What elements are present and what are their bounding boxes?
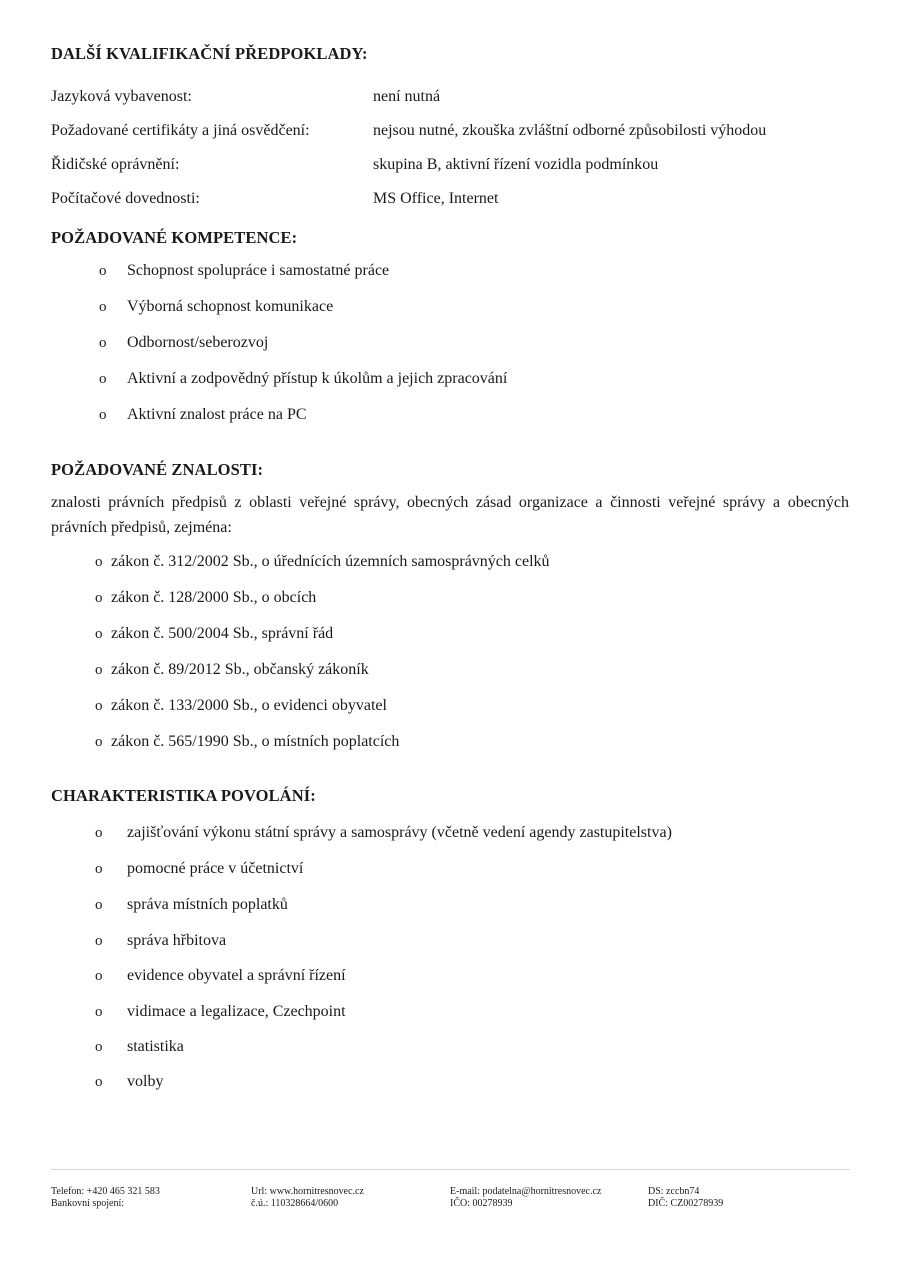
- bullet-marker: o: [99, 407, 107, 423]
- qualification-label: Řidičské oprávnění:: [51, 156, 180, 173]
- characteristic-item: evidence obyvatel a správní řízení: [127, 967, 346, 984]
- footer-account-number: č.ú.: 110328664/0600: [251, 1198, 339, 1209]
- qualification-value: skupina B, aktivní řízení vozidla podmínkou: [373, 156, 659, 173]
- law-item: zákon č. 128/2000 Sb., o obcích: [111, 589, 317, 606]
- law-item: zákon č. 89/2012 Sb., občanský zákoník: [111, 661, 369, 678]
- competence-item: Schopnost spolupráce i samostatné práce: [127, 262, 390, 279]
- qualifications-heading: DALŠÍ KVALIFIKAČNÍ PŘEDPOKLADY:: [51, 44, 368, 63]
- footer-dic: DIČ: CZ00278939: [648, 1198, 724, 1209]
- qualification-value: MS Office, Internet: [373, 190, 499, 207]
- characteristic-item: pomocné práce v účetnictví: [127, 860, 304, 877]
- footer-email-link[interactable]: E-mail: podatelna@hornitresnovec.cz: [450, 1186, 602, 1197]
- qualification-value: není nutná: [373, 88, 441, 105]
- knowledge-intro: znalosti právních předpisů z oblasti veřejné správy, obecných zásad organizace a činnosti veřejné správy a obecných právních předpisů, zejména:: [51, 494, 849, 536]
- bullet-marker: o: [99, 371, 107, 387]
- competence-item: Odbornost/seberozvoj: [127, 334, 269, 351]
- characteristic-item: vidimace a legalizace, Czechpoint: [127, 1003, 346, 1020]
- characteristic-item: zajišťování výkonu státní správy a samosprávy (včetně vedení agendy zastupitelstva): [127, 824, 672, 841]
- characteristics-heading: CHARAKTERISTIKA POVOLÁNÍ:: [51, 786, 316, 805]
- bullet-marker: o: [99, 263, 107, 279]
- law-item: zákon č. 133/2000 Sb., o evidenci obyvatel: [111, 697, 387, 714]
- characteristic-item: správa hřbitova: [127, 932, 227, 949]
- competences-heading: POŽADOVANÉ KOMPETENCE:: [51, 228, 298, 247]
- characteristic-item: volby: [127, 1073, 164, 1090]
- law-item: zákon č. 565/1990 Sb., o místních poplatcích: [111, 733, 400, 750]
- bullet-marker: o: [95, 968, 103, 984]
- footer-phone: Telefon: +420 465 321 583: [51, 1186, 160, 1197]
- bullet-marker: o: [95, 933, 103, 949]
- law-item: zákon č. 500/2004 Sb., správní řád: [111, 625, 334, 642]
- competence-item: Aktivní a zodpovědný přístup k úkolům a jejich zpracování: [127, 370, 508, 387]
- characteristic-item: statistika: [127, 1038, 184, 1055]
- qualification-value: nejsou nutné, zkouška zvláštní odborné způsobilosti výhodou: [373, 122, 767, 139]
- bullet-marker: o: [95, 1074, 103, 1090]
- bullet-marker: o: [99, 299, 107, 315]
- bullet-marker: o: [95, 554, 103, 570]
- footer-ico: IČO: 00278939: [450, 1198, 513, 1209]
- footer-ds: DS: zccbn74: [648, 1186, 700, 1197]
- footer-bank-label: Bankovní spojení:: [51, 1198, 125, 1209]
- qualification-label: Jazyková vybavenost:: [51, 88, 192, 105]
- bullet-marker: o: [95, 590, 103, 606]
- bullet-marker: o: [95, 734, 103, 750]
- footer-divider: [51, 1169, 850, 1170]
- bullet-marker: o: [95, 897, 103, 913]
- law-item: zákon č. 312/2002 Sb., o úřednících územních samosprávných celků: [111, 553, 550, 570]
- bullet-marker: o: [95, 1039, 103, 1055]
- knowledge-heading: POŽADOVANÉ ZNALOSTI:: [51, 460, 264, 479]
- bullet-marker: o: [95, 662, 103, 678]
- qualification-label: Počítačové dovednosti:: [51, 190, 200, 207]
- bullet-marker: o: [95, 698, 103, 714]
- bullet-marker: o: [99, 335, 107, 351]
- competence-item: Aktivní znalost práce na PC: [127, 406, 307, 423]
- bullet-marker: o: [95, 626, 103, 642]
- bullet-marker: o: [95, 1004, 103, 1020]
- characteristic-item: správa místních poplatků: [127, 896, 288, 913]
- competence-item: Výborná schopnost komunikace: [127, 298, 334, 315]
- qualification-label: Požadované certifikáty a jiná osvědčení:: [51, 122, 310, 139]
- bullet-marker: o: [95, 861, 103, 877]
- footer-url-link[interactable]: Url: www.hornitresnovec.cz: [251, 1186, 364, 1197]
- bullet-marker: o: [95, 825, 103, 841]
